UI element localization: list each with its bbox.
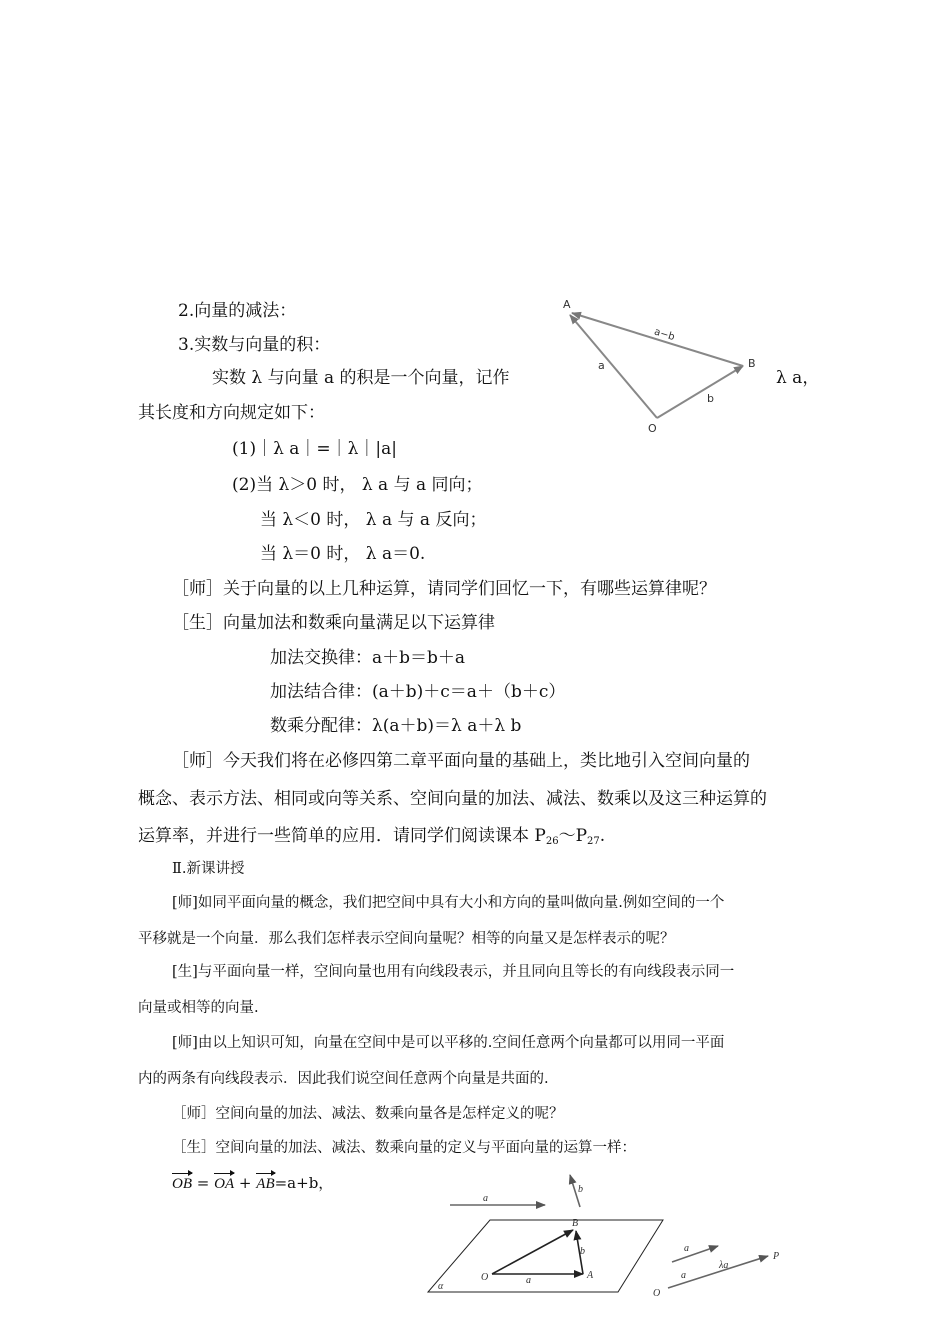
page-sub-27: 27: [587, 836, 600, 847]
label-lambda-a: λa: [719, 1260, 729, 1271]
label-alpha: α: [438, 1281, 444, 1292]
formula-equals: =: [196, 1174, 210, 1192]
para1-line1: [师]如同平面向量的概念，我们把空间中具有大小和方向的量叫做向量.例如空间的一个: [172, 895, 725, 911]
rule-3: 当 λ＜0 时， λ a 与 a 反向；: [260, 510, 487, 530]
formula-tail: =a+b，: [274, 1174, 334, 1192]
teacher-question-laws: ［师］关于向量的以上几种运算，请同学们回忆一下，有哪些运算律呢？: [172, 579, 716, 599]
para1-line2: 平移就是一个向量．那么我们怎样表示空间向量呢？相等的向量又是怎样表示的呢？: [138, 931, 675, 947]
vector-a-line: [570, 315, 657, 418]
rule-4: 当 λ＝0 时， λ a＝0.: [260, 544, 426, 564]
page-sub-26: 26: [545, 836, 559, 847]
intro-line-3-text: 运算率，并进行一些简单的应用．请同学们阅读课本 P: [138, 826, 546, 846]
label-A2: A: [587, 1270, 594, 1281]
intro-line-3: [138, 824, 605, 854]
para2-line1: [生]与平面向量一样，空间向量也用有向线段表示，并且同向且等长的有向线段表示同一: [172, 964, 735, 980]
review-item-2: 2.向量的减法：: [178, 301, 297, 321]
label-a-right: a: [684, 1243, 689, 1254]
student-answer-ops: ［生］空间向量的加法、减法、数乘向量的定义与平面向量的运算一样：: [172, 1140, 636, 1156]
definition-part3: 其长度和方向规定如下：: [138, 403, 325, 423]
vector-b-line: [657, 366, 743, 418]
vector-a-right: [672, 1246, 718, 1262]
student-answer-laws: ［生］向量加法和数乘向量满足以下运算律: [172, 613, 495, 633]
label-a-low: a: [681, 1270, 686, 1281]
label-A: A: [563, 298, 571, 311]
law-commutative: 加法交换律：a＋b＝b＋a: [270, 648, 466, 668]
vector-AB: AB: [256, 1172, 274, 1196]
label-O-plane: O: [481, 1272, 489, 1283]
law-associative: 加法结合律：(a＋b)＋c＝a＋（b＋c）: [270, 682, 566, 702]
plane-alpha: [428, 1220, 663, 1292]
formula-plus: +: [238, 1174, 252, 1192]
label-b-mid: b: [580, 1246, 585, 1257]
label-b: b: [707, 392, 714, 405]
para2-line2: 向量或相等的向量.: [138, 1000, 259, 1016]
label-O-right: O: [653, 1288, 661, 1299]
intro-line-2: 概念、表示方法、相同或向等关系、空间向量的加法、减法、数乘以及这三种运算的: [138, 789, 767, 809]
vector-OB: [492, 1230, 573, 1274]
label-a: a: [598, 359, 605, 372]
para3-line2: 内的两条有向线段表示．因此我们说空间任意两个向量是共面的.: [138, 1071, 549, 1087]
intro-tilde: ～P: [558, 826, 588, 846]
label-B2: B: [572, 1218, 579, 1229]
vector-OA: OA: [214, 1172, 234, 1196]
rule-1: (1)｜λ a｜=｜λ｜|a|: [232, 439, 398, 459]
law-distributive: 数乘分配律：λ(a＋b)＝λ a＋λ b: [270, 716, 522, 736]
label-P: P: [773, 1251, 780, 1262]
intro-period: .: [599, 826, 606, 846]
teacher-question-ops: ［师］空间向量的加法、减法、数乘向量各是怎样定义的呢？: [172, 1106, 564, 1122]
label-O: O: [648, 422, 657, 435]
space-vector-figure: [420, 1168, 800, 1308]
label-a-minus-b: a−b: [652, 326, 676, 344]
intro-line-1: ［师］今天我们将在必修四第二章平面向量的基础上，类比地引入空间向量的: [172, 751, 750, 771]
rule-2: (2)当 λ＞0 时， λ a 与 a 同向；: [232, 475, 483, 495]
vector-addition-formula: [172, 1171, 333, 1196]
definition-part2: λ a，: [776, 368, 820, 388]
label-B: B: [748, 357, 756, 370]
vector-OB: OB: [172, 1172, 192, 1196]
label-a-mid: a: [526, 1275, 531, 1286]
label-a-top: a: [483, 1193, 488, 1204]
section-heading: Ⅱ.新课讲授: [172, 861, 245, 877]
para3-line1: [师]由以上知识可知，向量在空间中是可以平移的.空间任意两个向量都可以用同一平面: [172, 1035, 725, 1051]
label-b-top: b: [578, 1184, 583, 1195]
vector-subtraction-figure: [550, 290, 780, 440]
review-item-3: 3.实数与向量的积：: [178, 335, 331, 355]
definition-part1: 实数 λ 与向量 a 的积是一个向量，记作: [212, 368, 510, 388]
